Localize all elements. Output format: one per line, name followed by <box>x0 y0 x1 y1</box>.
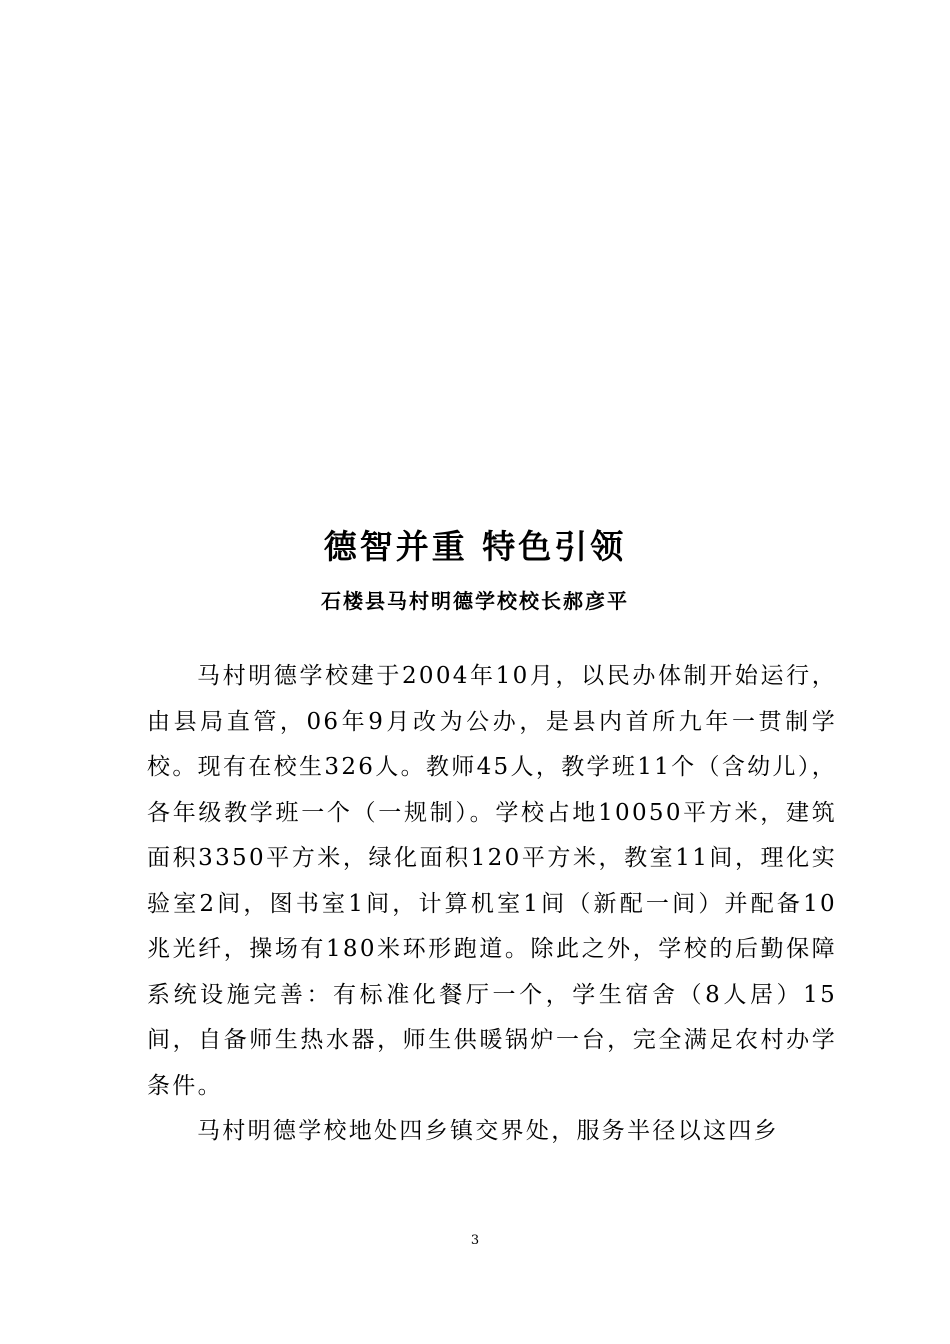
document-title: 德智并重 特色引领 <box>323 527 627 566</box>
document-body <box>147 654 837 1155</box>
body-paragraph: 马村明德学校建于2004年10月，以民办体制开始运行，由县局直管，06年9月改为公办，是县内首所九年一贯制学校。现有在校生326人。教师45人，教学班11个（含幼儿），各年级教学班一个（一规制）。学校占地10050平方米，建筑面积3350平方米，绿化面积120平方米，教室11间，理化实验室2间，图书室1间，计算机室1间（新配一间）并配备10兆光纤，操场有180米环形跑道。除此之外，学校的后勤保障系统设施完善：有标准化餐厅一个，学生宿舍（8人居）15间，自备师生热水器，师生供暖锅炉一台，完全满足农村办学条件。 <box>147 663 837 1099</box>
document-subtitle: 石楼县马村明德学校校长郝彦平 <box>321 589 629 613</box>
page-number: 3 <box>470 1233 480 1248</box>
body-paragraph: 马村明德学校地处四乡镇交界处，服务半径以这四乡 <box>197 1118 779 1144</box>
